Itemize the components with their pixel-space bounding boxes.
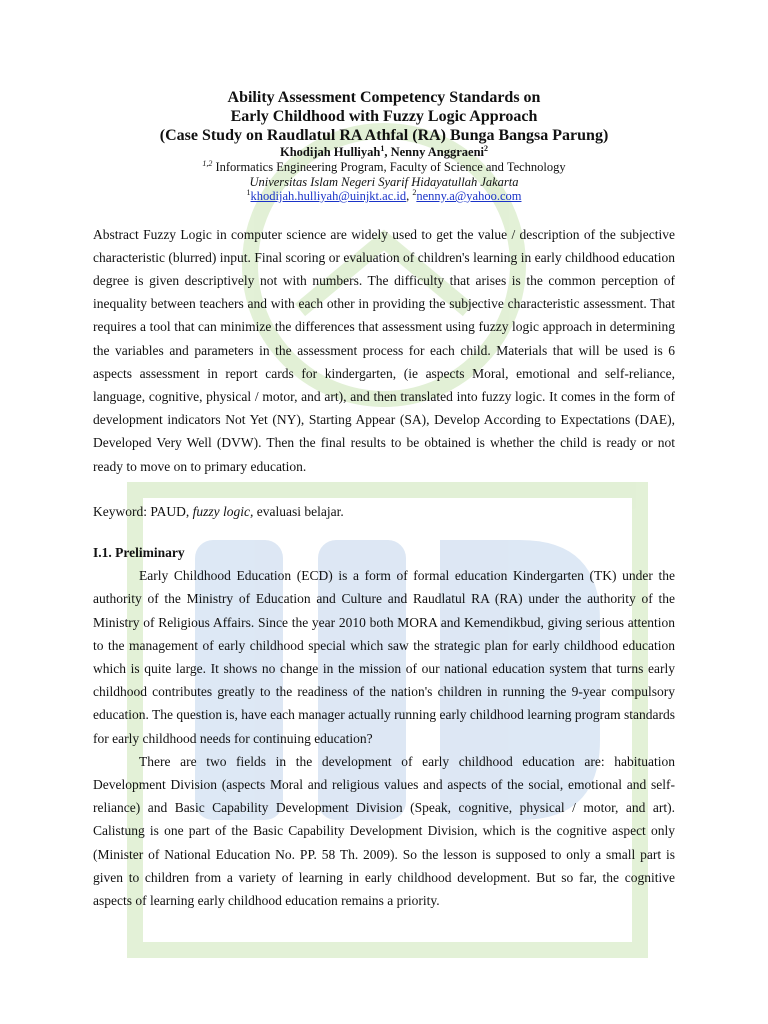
author-sup: 1 — [380, 143, 385, 153]
affiliation-sup: 1,2 — [202, 158, 213, 168]
affiliation-university: Universitas Islam Negeri Syarif Hidayatullah Jakarta — [249, 174, 519, 189]
title-line: Early Childhood with Fuzzy Logic Approach — [230, 108, 538, 125]
keyword-item: fuzzy logic, — [192, 503, 254, 519]
body-paragraph: Early Childhood Education (ECD) is a form of formal education Kindergarten (TK) under the authority of the Ministry of Education and Culture and Raudlatul RA (RA) under the authority of the Ministry of Religious Affairs. Since the year 2010 both MORA and Kemendikbud, giving serious attention to the management of early childhood special which saw the strategic plan for early childhood education which is quite large. It shows no change in the mission of our national education system that turns early childhood contributes greatly to the readiness of the nation's children in running the 9-year compulsory education. The question is, have each manager actually running early childhood learning program standards for early childhood needs for continuing education? — [93, 568, 675, 746]
affiliation-text: Informatics Engineering Program, Faculty of Science and Technology — [212, 160, 566, 174]
paper-page — [93, 88, 675, 912]
keyword-line — [93, 500, 675, 523]
paper-title — [93, 88, 675, 145]
section-heading: I.1. Preliminary — [93, 544, 185, 560]
keyword-item: PAUD, — [150, 503, 193, 519]
body-paragraph: There are two fields in the development of early childhood education are: habituation Development Division (aspects Moral and religious values and aspects of the social, emotional and self-reliance) and Basic Capability Development Division (Speak, cognitive, physical / motor, and art). Calistung is one part of the Basic Capability Development Division, which is the cognitive aspect only (Minister of National Education No. PP. 58 Th. 2009). So the lesson is supposed to only a small part is given to children from a variety of learning in early childhood development. But so far, the cognitive aspects of learning early childhood education remains a priority. — [93, 753, 675, 908]
author-name: Nenny Anggraeni — [390, 145, 485, 159]
email-separator: , — [406, 189, 413, 203]
author-list — [93, 145, 675, 160]
keyword-label: Keyword: — [93, 503, 151, 519]
title-line: Ability Assessment Competency Standards on — [227, 89, 541, 106]
author-sup: 2 — [484, 143, 489, 153]
email-link[interactable]: nenny.a@yahoo.com — [416, 189, 522, 203]
affiliation-program — [93, 160, 675, 175]
keyword-item: evaluasi belajar. — [253, 503, 344, 519]
email-sup: 1 — [246, 187, 251, 197]
email-sup: 2 — [412, 187, 417, 197]
author-separator: , — [384, 145, 391, 159]
abstract-paragraph: Abstract Fuzzy Logic in computer science are widely used to get the value / description of the subjective characteristic (blurred) input. Final scoring or evaluation of children's learning in early childhood education degree is given descriptively not with numbers. The difficulty that arises is the common perception of inequality between teachers and with each other in providing the subjective characteristic assessment. That requires a tool that can minimize the differences that assessment using fuzzy logic approach in determining the variables and parameters in the assessment process for each child. Materials that will be used is 6 aspects assessment in report cards for kindergarten, (ie aspects Moral, emotional and self-reliance, language, cognitive, physical / motor, and art), and then translated into fuzzy logic. It comes in the form of development indicators Not Yet (NY), Starting Appear (SA), Develop According to Expectations (DAE), Developed Very Well (DVW). Then the final results to be obtained is whether the child is ready or not ready to move on to primary education. — [93, 226, 675, 474]
email-link[interactable]: khodijah.hulliyah@uinjkt.ac.id — [250, 189, 407, 203]
title-line: (Case Study on Raudlatul RA Athfal (RA) Bunga Bangsa Parung) — [159, 127, 609, 144]
author-emails — [93, 189, 675, 204]
author-name: Khodijah Hulliyah — [279, 145, 381, 159]
